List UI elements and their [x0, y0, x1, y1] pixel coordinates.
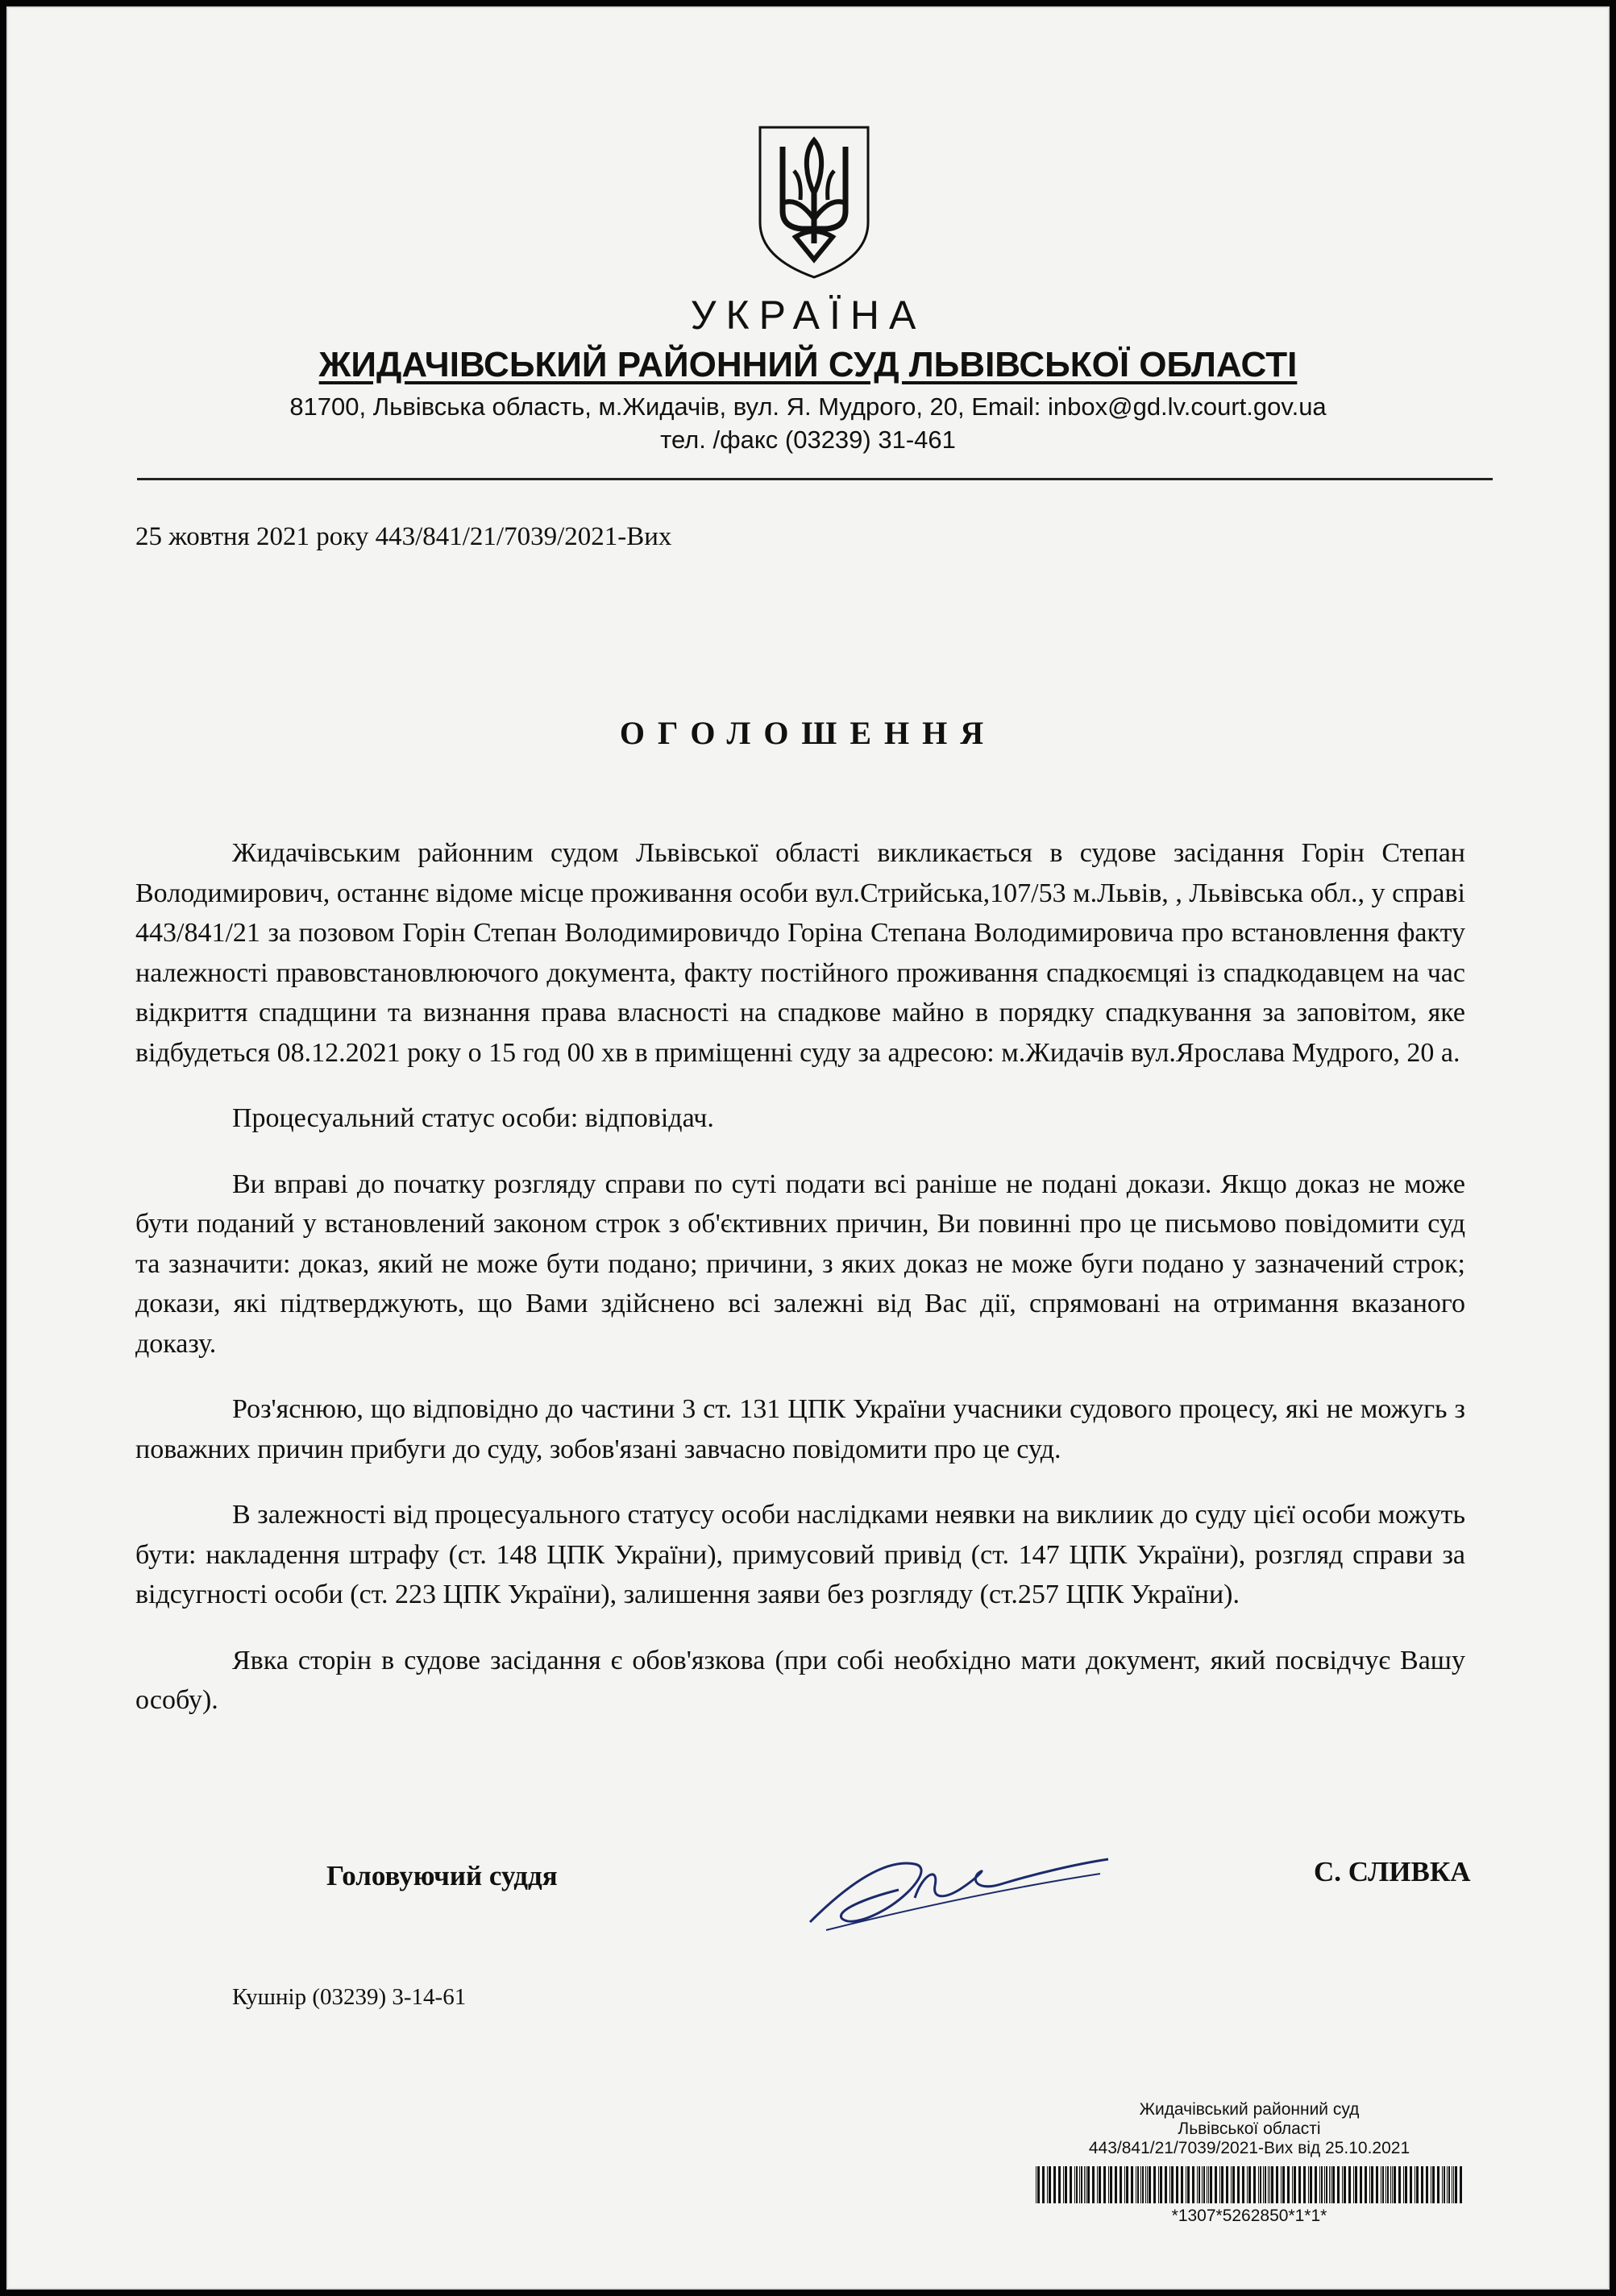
paragraph-attendance: Явка сторін в судове засідання є обов'язкова (при собі необхідно мати документ, який посвідчує Вашу особу).: [135, 1645, 1465, 1715]
signature-label: Головуючий суддя: [326, 1860, 558, 1891]
handwritten-signature: [794, 1841, 1112, 1937]
registration-stamp: [1032, 2100, 1467, 2158]
paragraph-consequences: В залежності від процесуального статусу особи наслідками неявки на виклиик до суду цієї особи можуть бути: накладення штрафу (ст. 148 ЦПК України), примусовий привід (ст. 147 ЦПК України), розгляд справи за відсугності особи (ст. 223 ЦПК України), залишення заяви без розгляду (ст.257 ЦПК України).: [135, 1500, 1465, 1609]
barcode-number: *1307*5262850*1*1*: [1171, 2207, 1327, 2225]
stamp-court-line: Жидачівський районний суд: [1139, 2100, 1360, 2119]
paragraph-evidence: Ви вправі до початку розгляду справи по суті подати всі раніше не подані докази. Якщо доказ не може бути поданий у встановлений законом строк з об'єктивних причин, Ви повинні про це письмово повідомити суд та зазначити: доказ, який не може бути подано; причини, з яких доказ не може буги подано у зазначений строк; докази, які підтверджують, що Вами здійснено всі залежні від Вас дії, спрямовані на отримання вказаного доказу.: [135, 1169, 1465, 1359]
court-address: 81700, Львівська область, м.Жидачів, вул. Я. Мудрого, 20, Email: inbox@gd.lv.court.gov.ua: [289, 392, 1327, 421]
stamp-reference-line: 443/841/21/7039/2021-Вих від 25.10.2021: [1088, 2139, 1410, 2157]
court-name: ЖИДАЧІВСЬКИЙ РАЙОННИЙ СУД ЛЬВІВСЬКОЇ ОБЛАСТІ: [318, 345, 1298, 384]
judge-name: С. СЛИВКА: [1314, 1856, 1471, 1887]
date-and-reference: 25 жовтня 2021 року 443/841/21/7039/2021-Вих: [135, 522, 672, 551]
paragraph-summons: Жидачівським районним судом Львівської області викликається в судове засідання Горін Степан Володимирович, останнє відоме місце проживання особи вул.Стрийська,107/53 м.Львів, , Львівська обл., у справі 443/841/21 за позовом Горін Степан Володимировичдо Горіна Степана Володимировича про встановлення факту належності правовстановлюючого документа, факту постійного проживання спадкоємцяі із спадкодавцем на час відкриття спадщини та визнання права власності на спадкове майно в порядку спадкування за заповітом, яке відбудеться 08.12.2021 року о 15 год 00 хв в приміщенні суду за адресою: м.Жидачів вул.Ярослава Мудрого, 20 а.: [135, 838, 1465, 1068]
court-phone: тел. /факс (03239) 31-461: [660, 426, 956, 454]
executor-contact: Кушнір (03239) 3-14-61: [232, 1984, 467, 2010]
barcode: [1036, 2166, 1463, 2203]
paragraph-clarification: Роз'яснюю, що відповідно до частини 3 ст. 131 ЦПК України учасники судового процесу, які не можугь з поважних причин прибуги до суду, зобов'язані завчасно повідомити про це суд.: [135, 1394, 1465, 1464]
coat-of-arms-trident-icon: [754, 122, 874, 280]
header-divider: [137, 478, 1493, 480]
announcement-body: [135, 833, 1465, 1746]
paragraph-status: Процесуальний статус особи: відповідач.: [232, 1103, 714, 1133]
country-name: УКРАЇНА: [690, 293, 926, 338]
document-title: ОГОЛОШЕННЯ: [619, 715, 997, 751]
stamp-region-line: Львівської області: [1178, 2120, 1321, 2138]
